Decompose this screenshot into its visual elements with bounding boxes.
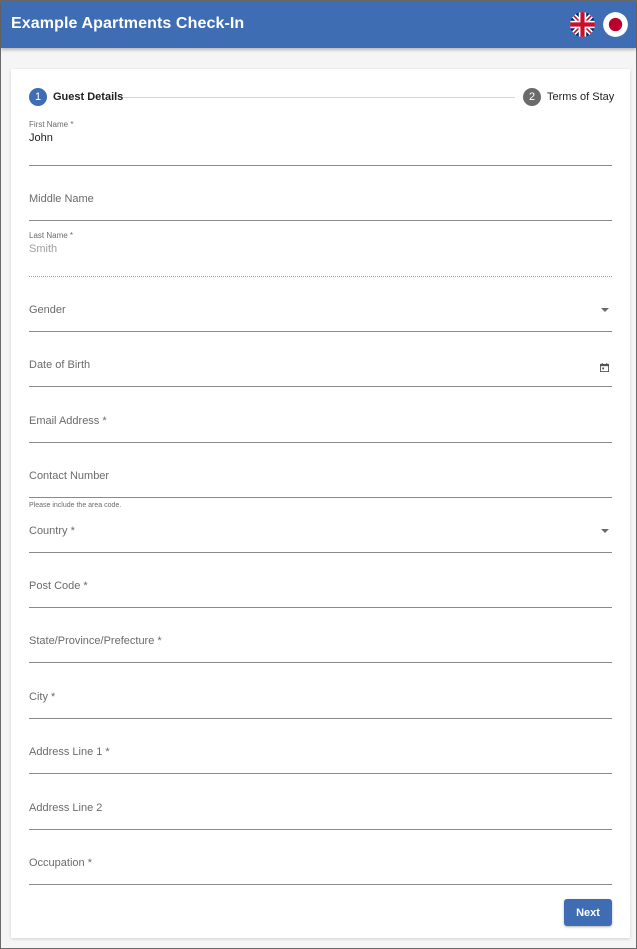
post-code-placeholder: Post Code *	[29, 580, 88, 592]
country-placeholder: Country *	[29, 525, 75, 537]
post-code-underline	[29, 607, 612, 608]
gender-placeholder: Gender	[29, 304, 66, 316]
email-field[interactable]	[29, 397, 612, 443]
contact-number-hint: Please include the area code.	[29, 502, 122, 509]
last-name-underline	[29, 276, 612, 277]
app-bar	[1, 1, 636, 48]
gender-select[interactable]	[29, 286, 612, 332]
step-1-indicator[interactable]: 1	[29, 88, 47, 106]
city-field[interactable]	[29, 673, 612, 719]
step-2-indicator[interactable]: 2	[523, 88, 541, 106]
state-underline	[29, 662, 612, 663]
last-name-field	[29, 231, 612, 277]
address-line-2-placeholder: Address Line 2	[29, 802, 103, 814]
stepper-connector	[123, 97, 515, 98]
email-placeholder: Email Address *	[29, 415, 107, 427]
chevron-down-icon[interactable]	[601, 308, 609, 312]
calendar-icon[interactable]	[600, 363, 609, 372]
city-placeholder: City *	[29, 691, 56, 703]
middle-name-field[interactable]	[29, 175, 612, 221]
date-of-birth-placeholder: Date of Birth	[29, 359, 91, 371]
contact-number-underline	[29, 497, 612, 498]
uk-flag-icon[interactable]	[570, 12, 595, 37]
post-code-field[interactable]	[29, 562, 612, 608]
last-name-value: Smith	[29, 243, 58, 255]
first-name-field[interactable]	[29, 120, 612, 166]
occupation-placeholder: Occupation *	[29, 857, 92, 869]
step-1-label[interactable]: Guest Details	[53, 91, 124, 103]
address-line-2-field[interactable]	[29, 784, 612, 830]
japan-flag-icon[interactable]	[603, 12, 628, 37]
check-in-form-card	[11, 69, 630, 938]
address-line-2-underline	[29, 829, 612, 830]
app-title: Example Apartments Check-In	[11, 15, 245, 32]
address-line-1-placeholder: Address Line 1 *	[29, 746, 110, 758]
first-name-label: First Name *	[29, 120, 74, 129]
last-name-label: Last Name *	[29, 231, 74, 240]
city-underline	[29, 718, 612, 719]
chevron-down-icon[interactable]	[601, 529, 609, 533]
contact-number-field[interactable]	[29, 452, 612, 509]
country-underline	[29, 552, 612, 553]
contact-number-placeholder: Contact Number	[29, 470, 110, 482]
middle-name-placeholder: Middle Name	[29, 193, 94, 205]
gender-underline	[29, 331, 612, 332]
country-select[interactable]	[29, 507, 612, 553]
email-underline	[29, 442, 612, 443]
step-2-label[interactable]: Terms of Stay	[547, 91, 615, 103]
date-of-birth-underline	[29, 386, 612, 387]
occupation-field[interactable]	[29, 839, 612, 885]
state-placeholder: State/Province/Prefecture *	[29, 635, 162, 647]
address-line-1-field[interactable]	[29, 728, 612, 774]
state-field[interactable]	[29, 617, 612, 663]
first-name-underline	[29, 165, 612, 166]
date-of-birth-field[interactable]	[29, 341, 612, 387]
middle-name-underline	[29, 220, 612, 221]
occupation-underline	[29, 884, 612, 885]
next-button[interactable]: Next	[564, 899, 612, 926]
first-name-value[interactable]: John	[29, 132, 53, 144]
address-line-1-underline	[29, 773, 612, 774]
